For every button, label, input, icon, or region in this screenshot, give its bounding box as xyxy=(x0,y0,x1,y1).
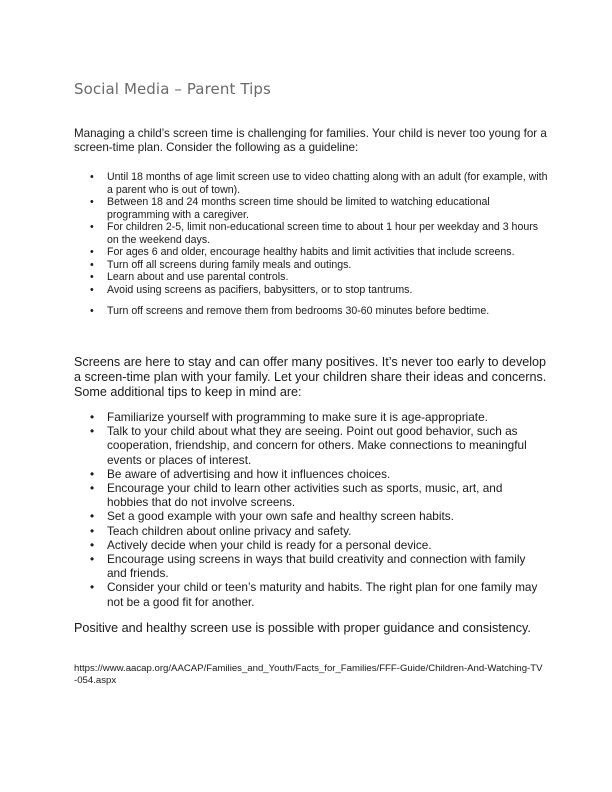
tip-item: • Talk to your child about what they are seeing. Point out good behavior, such as cooperation, friendship, and concern for others. Make connections to meaningful events or places of interest. xyxy=(90,424,540,467)
page-title: Social Media – Parent Tips xyxy=(74,80,271,98)
guideline-item: • Turn off all screens during family meals and outings. xyxy=(90,259,550,272)
guideline-item: • Until 18 months of age limit screen use to video chatting along with an adult (for example, with a parent who is out of town). xyxy=(90,171,550,196)
tip-item: • Encourage using screens in ways that build creativity and connection with family and friends. xyxy=(90,552,540,580)
tip-item: • Be aware of advertising and how it influences choices. xyxy=(90,467,540,481)
tips-list xyxy=(90,410,540,609)
tip-item: • Actively decide when your child is ready for a personal device. xyxy=(90,538,540,552)
guideline-item: • Avoid using screens as pacifiers, babysitters, or to stop tantrums. xyxy=(90,284,550,297)
guideline-item: • Between 18 and 24 months screen time should be limited to watching educational programming with a caregiver. xyxy=(90,196,550,221)
guideline-item: • Turn off screens and remove them from bedrooms 30-60 minutes before bedtime. xyxy=(90,305,550,318)
intro-paragraph: Managing a child’s screen time is challenging for families. Your child is never too young for a screen-time plan. Consider the following as a guideline: xyxy=(74,127,547,154)
tip-item: • Consider your child or teen’s maturity and habits. The right plan for one family may not be a good fit for another. xyxy=(90,580,540,608)
guideline-list xyxy=(90,171,550,318)
tip-item: • Encourage your child to learn other activities such as sports, music, art, and hobbies that do not involve screens. xyxy=(90,481,540,509)
tip-item: • Familiarize yourself with programming to make sure it is age-appropriate. xyxy=(90,410,540,424)
guideline-item: • For children 2-5, limit non-educational screen time to about 1 hour per weekday and 3 hours on the weekend days. xyxy=(90,221,550,246)
tip-item: • Teach children about online privacy and safety. xyxy=(90,524,540,538)
source-url: https://www.aacap.org/AACAP/Families_and_Youth/Facts_for_Families/FFF-Guide/Children-And-Watching-TV-054.aspx xyxy=(74,663,543,686)
guideline-item: • Learn about and use parental controls. xyxy=(90,271,550,284)
tip-item: • Set a good example with your own safe and healthy screen habits. xyxy=(90,509,540,523)
guideline-item: • For ages 6 and older, encourage healthy habits and limit activities that include screens. xyxy=(90,246,550,259)
closing-paragraph: Positive and healthy screen use is possible with proper guidance and consistency. xyxy=(74,621,531,635)
second-intro-paragraph: Screens are here to stay and can offer many positives. It’s never too early to develop a screen-time plan with your family. Let your children share their ideas and concerns. Some additional tips to keep in mind are: xyxy=(74,355,547,399)
